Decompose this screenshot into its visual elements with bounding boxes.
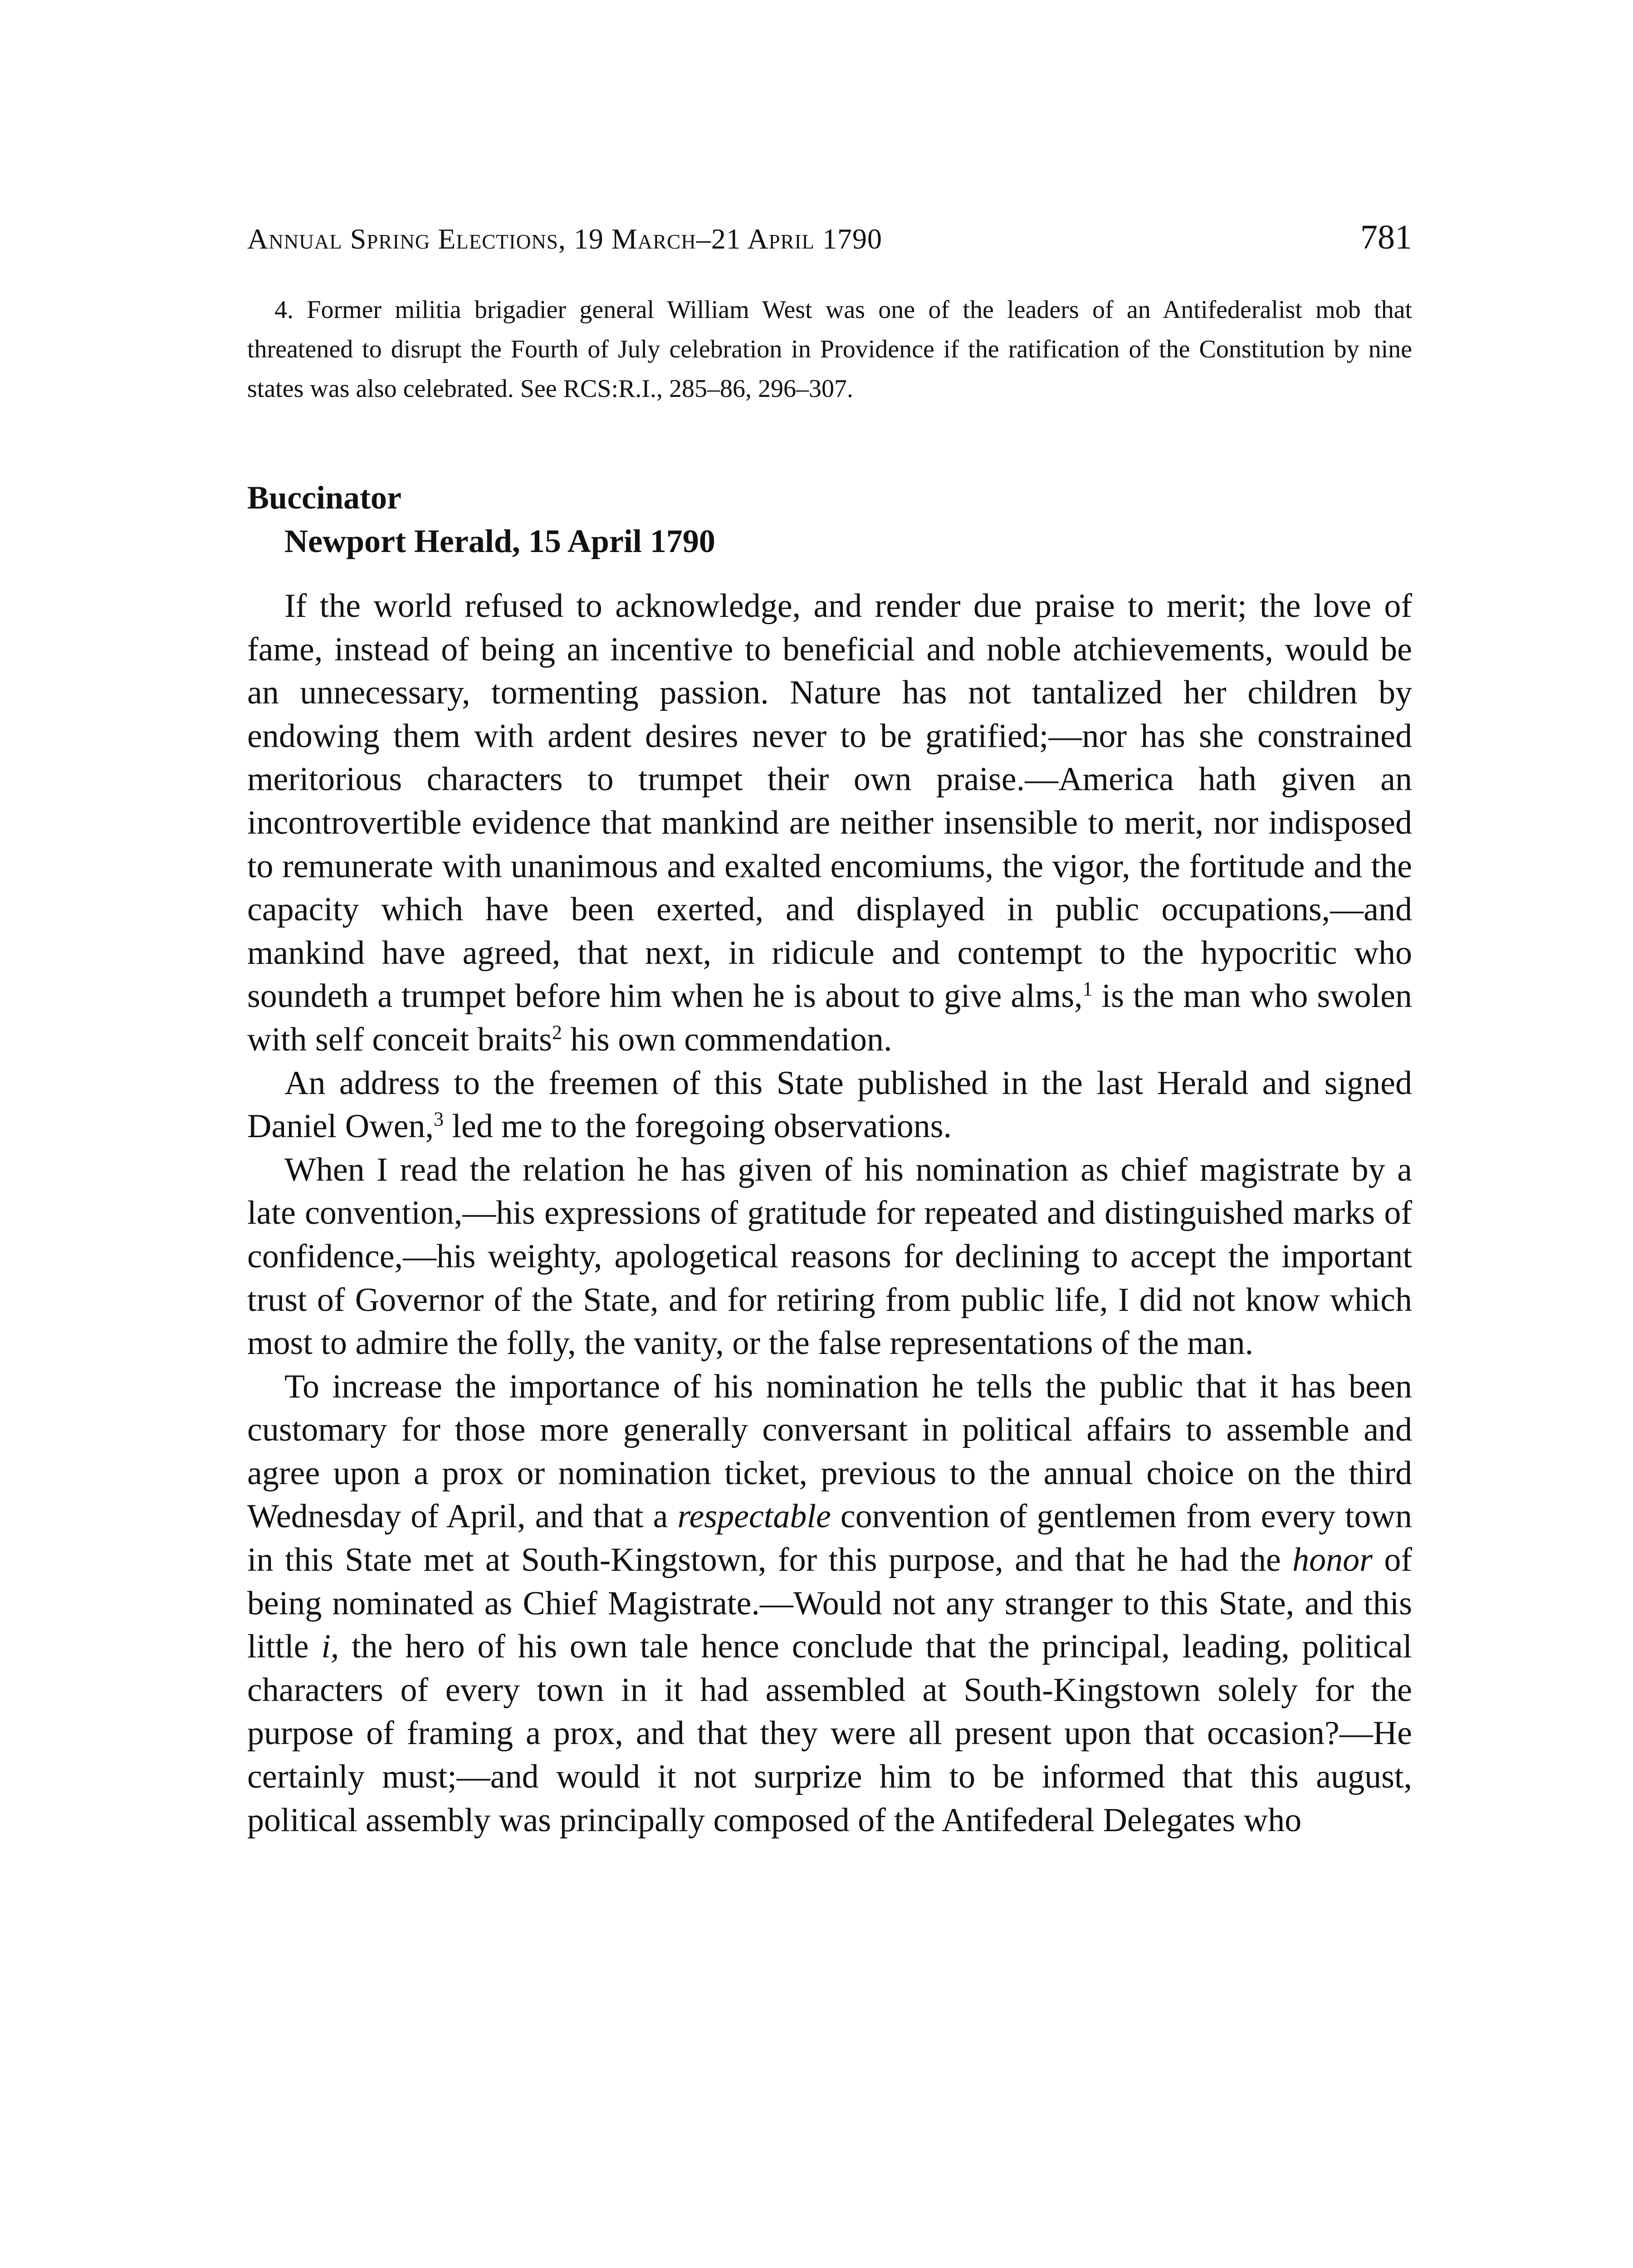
paragraph-4-text-d: the hero of his own tale hence conclude that the principal, leading, political characters of every town in it had assembled at South-Kingstown solely for the purpose of framing a prox, and that they were all present upon that occasion?—He certainly must;—and would it not surprize him to be informed that this august, political assembly was principally composed of the Antifederal Delegates who (247, 1628, 1412, 1839)
paragraph-4-text-c: of being nominated as Chief Magistrate.—Would not any stranger to this State, and this little (247, 1541, 1412, 1666)
paragraph-4-emphasis-honor: honor (1292, 1541, 1373, 1579)
footnote-ref-2: 2 (552, 1021, 562, 1044)
paragraph-2-text-b: led me to the foregoing observations. (443, 1108, 952, 1145)
page-number: 781 (1360, 218, 1412, 256)
paragraph-4-text-a: To increase the importance of his nomination he tells the public that it has been customary for those more generally conversant in political affairs to assemble and agree upon a prox or nomination ticket, previous to the annual choice on the third Wednesday of April, and that a (247, 1368, 1412, 1535)
running-head (247, 213, 1412, 263)
section-title: Buccinator (247, 479, 401, 516)
paragraph-1-text-c: his own commendation. (562, 1021, 892, 1058)
paragraph-2 (247, 1062, 1412, 1149)
body-text (247, 585, 1412, 1842)
paragraph-1 (247, 585, 1412, 1062)
paragraph-3: When I read the relation he has given of his nomination as chief magistrate by a late convention,—his expressions of gratitude for repeated and distinguished marks of confidence,—his weighty, apologetical reasons for declining to accept the important trust of Governor of the State, and for retiring from public life, I did not know which most to admire the folly, the vanity, or the false representations of the man. (247, 1151, 1412, 1362)
footnote-ref-1: 1 (1082, 978, 1093, 1000)
footnote-4: 4. Former militia brigadier general William West was one of the leaders of an Antifederalist mob that threatened to disrupt the Fourth of July celebration in Providence if the ratification of the Constitution by nine states was also celebrated. See RCS:R.I., 285–86, 296–307. (247, 296, 1412, 403)
paragraph-1-text-a: If the world refused to acknowledge, and render due praise to merit; the love of fame, instead of being an incentive to beneficial and noble atchievements, would be an unnecessary, tormenting passion. Nature has not tantalized her children by endowing them with ardent desires never to be gratified;—nor has she constrained meritorious characters to trumpet their own praise.—America hath given an incontrovertible evidence that mankind are neither insensible to merit, nor indisposed to remunerate with unanimous and exalted encomiums, the vigor, the fortitude and the capacity which have been exerted, and displayed in public occupations,—and mankind have agreed, that next, in ridicule and contempt to the hypocritic who soundeth a trumpet before him when he is about to give alms, (247, 587, 1412, 1015)
paragraph-2-text-a: An address to the freemen of this State published in the last Herald and signed Daniel Owen, (247, 1064, 1412, 1145)
paragraph-4 (247, 1365, 1412, 1843)
paragraph-4-text-b: convention of gentlemen from every town in this State met at South-Kingstown, for this purpose, and that he had the (247, 1498, 1412, 1579)
paragraph-4-emphasis-i: i, (321, 1628, 339, 1666)
document-page (247, 213, 1412, 1842)
running-title: Annual Spring Elections, 19 March–21 April 1790 (247, 223, 883, 255)
paragraph-4-emphasis-respectable: respectable (677, 1498, 831, 1535)
section-subtitle: Newport Herald, 15 April 1790 (284, 523, 715, 559)
paragraph-1-text-b: is the man who swolen with self conceit braits (247, 978, 1412, 1058)
footnote-ref-3: 3 (433, 1108, 444, 1130)
